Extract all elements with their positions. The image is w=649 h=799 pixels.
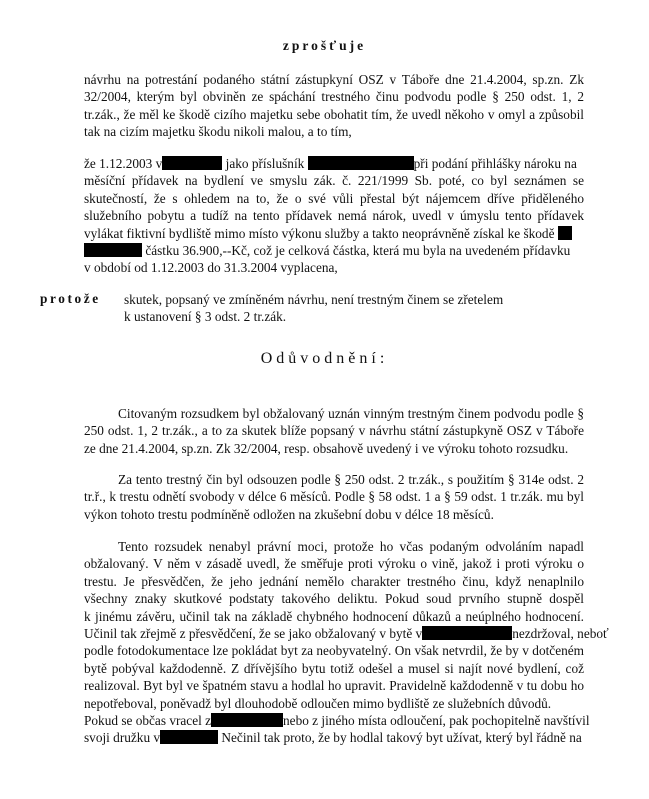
text-fragment: nezdržoval, neboť — [512, 626, 609, 642]
redaction-box — [211, 713, 283, 727]
text-line: bytě pobýval každodenně. Z dřívějšího bytu totiž odešel a musel si najít nové bydlení, což — [84, 660, 584, 676]
text-line: 32/2004, kterým byl obviněn ze spáchání trestného činu podvodu podle § 250 odst. 1, 2 — [84, 89, 584, 105]
paragraph-proposal — [84, 71, 584, 141]
text-line: v období od 1.12.2003 do 31.3.2004 vyplacena, — [84, 260, 338, 276]
text-line: 250 odst. 1, 2 tr.zák., a to za skutek blíže popsaný v návrhu státní zástupkyně OSZ v Táboře — [84, 423, 584, 439]
text-line: skutek, popsaný ve zmíněném návrhu, není trestným činem se zřetelem — [124, 292, 504, 307]
text-line: tak na cizím majetku škodu nikoli malou, a to tím, — [84, 124, 352, 140]
text-fragment: vylákat fiktivní bydliště mimo místo výkonu služby a takto neoprávněně získal ke škodě — [84, 225, 555, 241]
text-line: obžalovaný. V něm v zásadě uvedl, že směřuje proti výroku o vině, jakož i proti výroku o — [84, 556, 584, 572]
paragraph-protoze — [124, 291, 572, 326]
text-line — [84, 155, 584, 172]
text-line: skutečností, že s ohledem na to, že o své vůli přestal být nájemcem dříve přiděleného — [84, 190, 584, 206]
text-line: ze dne 21.4.2004, sp.zn. Zk 32/2004, resp. obsahově uvedený i ve výroku tohoto rozsudku. — [84, 440, 569, 456]
redaction-box — [84, 243, 142, 257]
text-line: Tento rozsudek nenabyl právní moci, protože ho včas podaným odvoláním napadl — [118, 539, 584, 554]
text-fragment: nebo z jiného místa odloučení, pak pochopitelně navštívil — [283, 713, 590, 729]
text-line — [84, 712, 590, 729]
text-line: všechny znaky skutkové podstaty takového deliktu. Pokud soud prvního stupně dospěl — [84, 591, 584, 607]
text-fragment: že 1.12.2003 v — [84, 156, 163, 171]
text-line: nepotřeboval, poněvadž byl dlouhodobě odloučen mimo bydliště ze služebních důvodů. — [84, 695, 552, 711]
text-fragment: jako příslušník — [225, 156, 305, 171]
paragraph-judgment — [84, 405, 584, 457]
redaction-box — [558, 226, 572, 240]
text-line — [84, 225, 584, 242]
text-line: měsíční přídavek na bydlení ve smyslu zák. č. 221/1999 Sb. poté, co byl seznámen se — [84, 173, 584, 189]
text-line: Za tento trestný čin byl odsouzen podle § 250 odst. 2 tr.zák., s použitím § 314e odst. 2 — [118, 472, 584, 487]
text-line: trestu. Je přesvědčen, že jeho jednání nemělo charakter trestného činu, když nenaplnilo — [84, 573, 584, 589]
redaction-box — [160, 730, 218, 744]
paragraph-appeal — [84, 538, 609, 747]
text-line: k jinému závěru, učinil tak na základě chybného hodnocení důkazů a neúplného hodnocení. — [84, 608, 584, 624]
paragraph-act — [84, 155, 584, 277]
reasoning-heading: Odůvodnění: — [260, 350, 389, 367]
text-line — [84, 729, 584, 746]
protoze-label: protože — [40, 291, 101, 306]
text-line: k ustanovení § 3 odst. 2 tr.zák. — [124, 309, 287, 325]
text-fragment: Nečinil tak proto, že by hodlal takový byt užívat, který byl řádně na — [221, 730, 582, 746]
text-line: služebního pobytu a tudíž na tento přídavek nemá nárok, uvedl v úmyslu tento přídavek — [84, 208, 584, 224]
text-line — [84, 625, 609, 642]
verdict-heading: zprošťuje — [282, 38, 367, 53]
text-line — [84, 242, 584, 259]
text-line: tr.ř., k trestu odnětí svobody v délce 6 měsíců. Podle § 58 odst. 1 a § 59 odst. 1 tr.zák. mu byl — [84, 489, 584, 505]
text-fragment: svoji družku v — [84, 730, 161, 746]
text-fragment: Pokud se občas vracel z — [84, 713, 212, 729]
text-line: Citovaným rozsudkem byl obžalovaný uznán vinným trestným činem podvodu podle § — [118, 406, 584, 421]
redaction-box — [162, 156, 222, 170]
redaction-box — [422, 626, 512, 640]
text-line: tr.zák., že měl ke škodě cizího majetku sebe obohatit tím, že uvedl někoho v omyl a způsobil — [84, 106, 584, 122]
text-line: realizoval. Byt byl ve špatném stavu a hodlal ho upravit. Pravidelně každodenně v tu dobu ho — [84, 678, 584, 694]
text-line: návrhu na potrestání podaného státní zástupkyní OSZ v Táboře dne 21.4.2004, sp.zn. Zk — [84, 72, 584, 87]
text-line: výkon tohoto trestu podmíněně odložen na zkušební dobu v délce 18 měsíců. — [84, 506, 494, 522]
text-line: podle fotodokumentace lze pokládat byt za neobyvatelný. On však netvrdil, že by v dotčeném — [84, 643, 584, 659]
redaction-box — [308, 156, 414, 170]
text-fragment: Učinil tak zřejmě z přesvědčení, že se jako obžalovaný v bytě v — [84, 626, 423, 642]
text-fragment: částku 36.900,--Kč, což je celková částka, která mu byla na uvedeném přídavku — [145, 243, 571, 259]
text-fragment: při podání přihlášky nároku na — [413, 156, 577, 171]
paragraph-sentence — [84, 471, 584, 523]
